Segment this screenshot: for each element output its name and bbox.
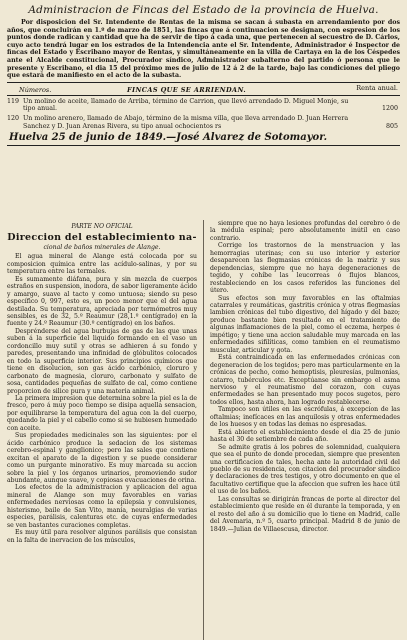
signature-line: Huelva 25 de junio de 1849.—José Alvarez de Sotomayor. [9,132,328,144]
paragraph: Los efectos de la administracion y aplicacion del agua mineral de Alange son muy favorables en varias enfermedades nerviosas como la epilepsia y convulsiones, histerismo, baile de San Vito, manía, neuralgias de varias especies, parálisis, calenturas etc. de cuyas enfermedades se ven bastantes curaciones completas. [7,484,197,529]
row-text: Un molino de aceite, llamado de Arriba, término de Carrion, que llevó arrendado D. Miguel Monje, su tipo anual. [23,97,349,113]
paragraph: Sus efectos son muy favorables en las oftalmias catarrales y reumáticas, gastritis crónica y otras flegmasías lambien crónicas del tubo digestivo, del hígado y del bazo; produce bastante bien resultado en el tratamiento de algunas inflamaciones de la piel, como el eczema, herpes é impétigo; y tiene una accion saludable muy marcada en las enfermedades sifilíticas, como tambien en el reumatismo muscular, articular y gota. [210,294,400,354]
paragraph: Es sumamente diáfana, pura y sin mezcla de cuerpos estraños en suspension, inodora, de sabor ligeramente ácido y amargo, suave al tacto y como untuosa; siendo su peso específico 0, 997, esto es, un poco menor que el del agua destilada. Su temperatura, apreciada por termómetros muy sensibles, es de 32, 5.º Reaumur (28,1.º centígrado) en la fuente y 24.º Reaumur (30.º centígrado) en los baños. [7,275,197,328]
divider [7,145,400,146]
paragraph: Está contraindicada en las enfermedades crónicas con degeneracion de los tegidos; pero mas particularmente en la crónicas de pecho, como hemoptisis, pleuresías, pulmonías, catarro, tubérculos etc. Exceptúanse sin embargo el asma nervioso y el reumatismo del corazon, con cuyas enfermedades se han presentado muy pocos sugetos, pero todos ellos, hasta ahora, han logrado restablecerse. [210,354,400,406]
row-rent: 1200 [381,105,398,113]
paragraph: Es muy útil para resolver algunos parálisis que consistan en la falta de inervacion de los músculos, [7,529,197,544]
row-rent: 805 [385,122,398,130]
article-subtitle: cional de baños minerales de Alange. [43,243,161,251]
paragraph: La primera impresion que determina sobre la piel es la de fresco, pero á muy poco tiempo se disipa aquella sensacion, por equilibrarse la temperatura del agua con la del cuerpo, quedando la piel y el cabello como si se hubiesen humedado con aceite. [7,395,197,432]
notice-intro: Por disposicion del Sr. Intendente de Rentas de la misma se sacan á subasta en arrendamiento por dos años, que concluirán en 1.º de marzo de 1851, las fincas que á continuacion se designan, con espresion de los puntos donde radican y cantidad que ha de servir de tipo á cada una, que pertenecen al secuestro de D. Cárlos, cuyo acto tendrá lugar en los estrados de la Intendencia ante el Sr. Intendente, Administrador é Inspector de fincas del Estado y Escribano mayor de Rentas, y simultáneamente en la villa de Cartaya en la de los Céspedes ante el Alcalde constitucional, Procurador síndico, Administrador subalterno del partido ó persona que le presente y Escribano, el dia 15 del próximo mes de julio de 12 á 2 de la tarde, bajo las condiciones del pliego que estará de manifiesto en el acto de la subasta. [7,19,400,80]
notice-header: Administracion de Fincas del Estado de la provincia de Huelva. [28,4,379,16]
article-title: Direccion del establecimiento na- [7,232,197,244]
row-text: Un molino arenero, llamado de Abajo, término de la misma villa, que lleva arrendado D. Juan Herrera Sanchez y D. Juan Arenas Rivera, su tipo anual ochocientos rs [23,114,349,130]
paragraph: El agua mineral de Alange está colocada por su composicion química entre las acídulo-salinas, y por su temperatura entre las termales. [7,253,197,276]
column-fincas: FINCAS QUE SE ARRIENDAN. [127,85,247,94]
table-row [7,98,400,113]
paragraph: Se admite gratis á los pobres de solemnidad, cualquiera que sea el punto de donde procedan, siempre que presenten una certificacion de tales, hecha ante la autoridad civil del pueblo de su residencia, con citacion del procurador síndico y declaraciones de tres testigos, y otro documento en que el facultativo certifique que la afeccion que sufren les hace útil el uso de los baños. [210,443,400,496]
table-header [7,83,400,96]
row-number: 120 [7,114,20,122]
paragraph: Tampoco son útiles en las escrófulas, á excepcion de las oftalmias; inefícaces en las anquilosis y otras enfermedades de los huesos y en todas las demas no espresadas. [210,406,400,429]
paragraph: Corrige los trastornos de la menstruacion y las hemorragias uterinas; con su uso interior y esterior desaparecen las flegmasias crónicas de la matriz y sus dependencias, siempre que no haya degeneraciones de tegido, y cohíbe las leucorreas ó flujos blancos, restableciendo en los casos referidos las funciones del útero. [210,242,400,295]
paragraph: siempre que no haya lesiones profundas del cerebro ó de la médula espinal; pero absolutamente inútil en caso contrario. [210,220,400,242]
row-number: 119 [7,97,20,105]
section-label: PARTE NO OFICIAL [71,223,133,230]
right-column [210,220,400,640]
column-renta: Renta anual. [356,83,398,92]
paragraph: Desprénderse del agua burbujas de gas de las que unas suben á la superficie del liquido formando en el vaso un cordoncillo muy sutil y otras se adhieren á su fondo y paredes, presentando una infinidad de glóbulitos colocados en todo la superficie interior. Sus principios químicos que tiene en disolucion, son gas ácido carbónico, cloruro y carbonato de magnesia, cloruro, carbonato y sulfato de sosa, cantidades pequeñas de sulfato de cal, como contiene proporcion de silice pura y una materia animal. [7,327,197,395]
column-numeros: Números. [19,85,52,94]
column-separator [203,220,204,640]
left-column [7,220,197,640]
table-row [7,115,400,130]
paragraph: Sus propiedades medicinales son las siguientes: por el ácido carbónico produce la sedacion de los sistemas cerebro-espinal y ganglionico; pero las sales que contiene excitan el aparato de la digestion y se puede considerar como un purgante minorativo. Es muy marcada su accion sobre la piel y los órganos urinarios, promoviendo sudor abundante, aunque suave, y copiosas evacuaciones de orina. [7,432,197,484]
article-columns [7,220,400,640]
paragraph: Está abierto el establecimiento desde el dia 25 de junio hasta el 30 de setiembre de cada año. [210,428,400,444]
paragraph: Las consultas se dirigirán francas de porte al director del establecimiento que reside en él durante la temporada, y en el resto del año á su domicilio que lo tiene en Madrid, calle del Avemaria, n.º 5, cuarto principal. Madrid 8 de junio de 1849.—Julian de Villaescusa, director. [210,495,400,533]
